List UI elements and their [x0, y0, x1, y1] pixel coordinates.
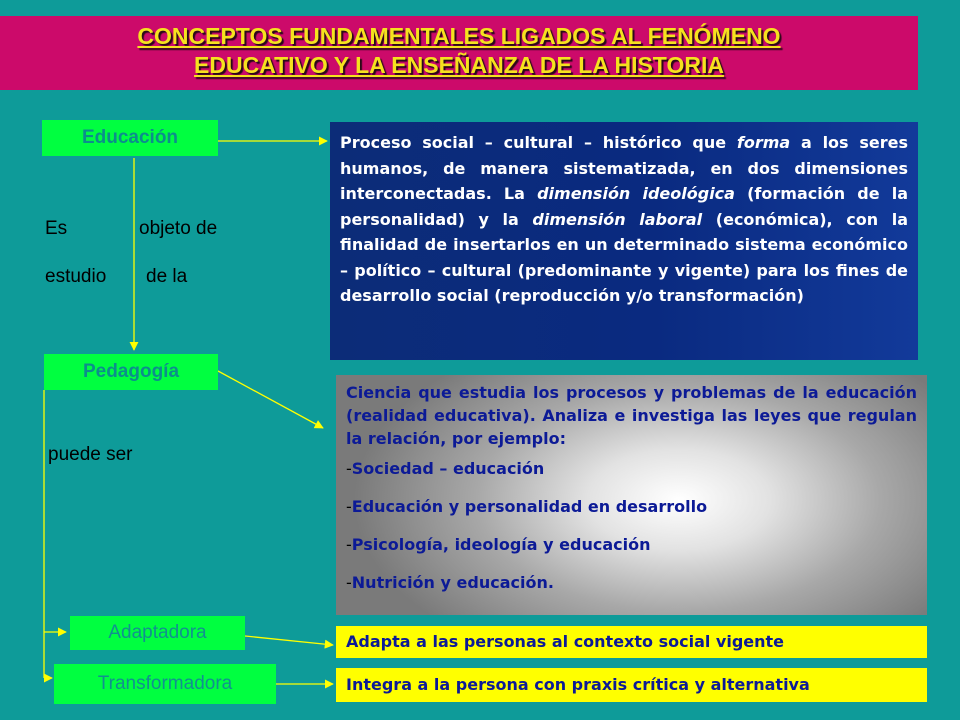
adaptadora-definition: Adapta a las personas al contexto social vigente [336, 626, 927, 658]
educacion-def-dimension-laboral: dimensión laboral [532, 209, 703, 229]
educacion-def-text-2: a los seres humanos, de manera sistematizada, en dos dimensiones interconectadas. La [340, 133, 908, 203]
educacion-def-text-3: (formación de la personalidad) y la [340, 184, 908, 229]
educacion-def-text-1: Proceso social – cultural – histórico que [340, 133, 737, 152]
list-item: -Nutrición y educación. [346, 573, 554, 592]
label-de-la: de la [146, 266, 188, 287]
title-line-1: CONCEPTOS FUNDAMENTALES LIGADOS AL FENÓMENO [137, 23, 781, 49]
label-objeto-de: objeto de [139, 218, 218, 239]
term-educacion: Educación [42, 120, 218, 156]
educacion-def-text-4: (económica), con la finalidad de insertarlos en un determinado sistema económico – político – cultural (predominante y vigente) para los fines de desarrollo social (reproducción y/o transformación) [340, 209, 908, 305]
label-puede-ser: puede ser [48, 444, 133, 465]
pedagogia-def-description: Ciencia que estudia los procesos y problemas de la educación (realidad educativa). Analiza e investiga las leyes que regulan la relación, por ejemplo: [346, 383, 917, 448]
label-estudio: estudio [45, 266, 107, 287]
term-transformadora: Transformadora [54, 664, 276, 704]
educacion-def-dimension-ideologica: dimensión ideológica [537, 184, 735, 203]
pedagogia-definition [336, 375, 927, 615]
label-es: Es [45, 218, 68, 239]
transformadora-definition: Integra a la persona con praxis crítica y alternativa [336, 668, 927, 702]
list-item: -Educación y personalidad en desarrollo [346, 497, 708, 516]
arrow-pedagogia-to-definition [218, 371, 323, 428]
arrow-adaptadora-to-definition [245, 636, 333, 645]
list-item: -Psicología, ideología y educación [346, 535, 651, 554]
educacion-def-forma: forma [736, 133, 791, 152]
educacion-definition [330, 122, 918, 360]
term-pedagogia: Pedagogía [44, 354, 218, 390]
list-item: -Sociedad – educación [346, 459, 545, 478]
title-line-2: EDUCATIVO Y LA ENSEÑANZA DE LA HISTORIA [194, 52, 724, 78]
term-adaptadora: Adaptadora [70, 616, 245, 650]
